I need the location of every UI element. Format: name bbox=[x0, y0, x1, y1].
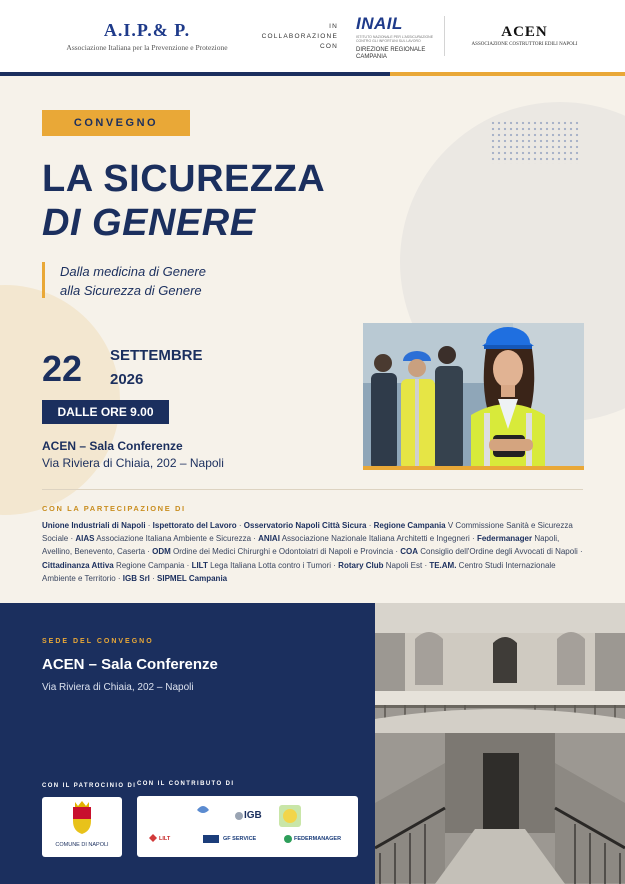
header bbox=[0, 0, 625, 72]
participant bbox=[152, 547, 393, 556]
participant bbox=[338, 561, 422, 570]
participant-name: Federmanager bbox=[476, 534, 533, 544]
workers-photo-illustration bbox=[363, 323, 584, 470]
hall-staircase-illustration bbox=[375, 603, 625, 884]
workers-photo bbox=[363, 323, 584, 470]
participant-name: ANIAI bbox=[258, 534, 280, 544]
participant-name: TE.AM. bbox=[429, 560, 457, 570]
participant bbox=[258, 534, 470, 543]
participant-name: LILT bbox=[191, 560, 208, 570]
participant-desc: Napoli, Avellino, Benevento, Caserta bbox=[42, 534, 560, 557]
section-divider bbox=[42, 489, 583, 490]
inail-direzione-line: DIREZIONE REGIONALE bbox=[356, 47, 426, 53]
venue-address: Via Riviera di Chiaia, 202 – Napoli bbox=[42, 456, 224, 470]
napoli-crest-icon bbox=[42, 797, 122, 842]
sponsor-lilt: LILT bbox=[159, 836, 171, 842]
participation-label: CON LA PARTECIPAZIONE DI bbox=[42, 504, 186, 513]
participant-name: Rotary Club bbox=[338, 560, 384, 570]
participant bbox=[42, 521, 146, 530]
event-month: SETTEMBRE bbox=[110, 347, 203, 364]
participant-desc: Associazione Italiana Ambiente e Sicurezza bbox=[96, 534, 252, 544]
participant bbox=[244, 521, 367, 530]
sponsor-logos bbox=[137, 796, 358, 857]
venue-name: ACEN – Sala Conferenze bbox=[42, 439, 183, 453]
participant-name: IGB Srl bbox=[122, 573, 150, 583]
header-stripe-navy bbox=[0, 72, 390, 76]
event-type-badge: CONVEGNO bbox=[42, 110, 190, 136]
title-line-2: DI GENERE bbox=[42, 202, 256, 244]
inail-direzione bbox=[356, 47, 436, 61]
patronage-logo-box bbox=[42, 797, 122, 857]
participant-desc: Lega Italiana Lotta contro i Tumori bbox=[210, 560, 332, 570]
participant-name: COA bbox=[400, 547, 419, 557]
subtitle-line-1: Dalla medicina di Genere bbox=[60, 264, 206, 279]
venue-panel-label: SEDE DEL CONVEGNO bbox=[42, 638, 154, 645]
collab-line: COLLABORAZIONE bbox=[261, 33, 338, 40]
event-time-badge: DALLE ORE 9.00 bbox=[42, 400, 169, 424]
participant-name: Regione Campania bbox=[373, 521, 446, 530]
participant bbox=[192, 561, 332, 570]
participant bbox=[42, 561, 184, 570]
participant bbox=[153, 521, 237, 530]
collab-line: IN bbox=[329, 23, 338, 30]
venue-hall-photo bbox=[375, 603, 625, 884]
event-day: 22 bbox=[42, 348, 83, 389]
participant bbox=[157, 574, 227, 583]
participant-desc: Consiglio dell'Ordine degli Avvocati di Napoli bbox=[420, 547, 578, 557]
inail-tagline-line: ISTITUTO NAZIONALE PER L'ASSICURAZIONE bbox=[356, 35, 434, 39]
aipp-subtitle: Associazione Italiana per la Prevenzione e Protezione bbox=[66, 43, 228, 52]
subtitle-accent-bar bbox=[42, 262, 45, 298]
acen-subtitle: ASSOCIAZIONE COSTRUTTORI EDILI NAPOLI bbox=[471, 42, 578, 47]
comune-label: COMUNE DI NAPOLI bbox=[55, 842, 109, 848]
event-year: 2026 bbox=[110, 371, 144, 388]
participation-list: Unione Industriali di Napoli · Ispettorato del Lavoro · Osservatorio Napoli Città Sicura · Regione Campania V Commissione Sanità e Sicurezza Sociale · AIAS Associazione Italiana Ambiente e Sicurezza · ANIAI Associazione Nazionale Italiana Architetti e Ingegneri · Federmanager Napoli, Avellino, Benevento, Caserta · ODM Ordine dei Medici Chirurghi e Odontoiatri di Napoli e Provincia · COA Consiglio dell'Ordine degli Avvocati di Napoli · Cittadinanza Attiva Regione Campania · LILT Lega Italiana Lotta contro i Tumori · Rotary Club Napoli Est · TE.AM. Centro Studi Internazionale Ambiente e Territorio · IGB Srl · SIPMEL Campania bbox=[42, 521, 583, 583]
participant-desc: Napoli Est bbox=[385, 560, 423, 570]
sponsor-federmanager: FEDERMANAGER bbox=[294, 836, 342, 842]
participant-name: AIAS bbox=[75, 534, 95, 544]
participant bbox=[400, 547, 577, 556]
event-month-year bbox=[110, 344, 203, 392]
participant-name: Unione Industriali di Napoli bbox=[42, 521, 146, 530]
participant bbox=[123, 574, 150, 583]
participant-desc: Ordine dei Medici Chirurghi e Odontoiatri di Napoli e Provincia bbox=[173, 547, 394, 557]
aipp-name: A.I.P.& P. bbox=[103, 20, 191, 40]
participant-name: Ispettorato del Lavoro bbox=[152, 521, 237, 530]
participant-name: ODM bbox=[152, 547, 171, 557]
participant-desc: Associazione Nazionale Italiana Architetti e Ingegneri bbox=[281, 534, 470, 544]
acen-logo bbox=[462, 24, 587, 47]
venue-panel-address: Via Riviera di Chiaia, 202 – Napoli bbox=[42, 682, 194, 693]
collaboration-label bbox=[258, 22, 338, 52]
subtitle-line-2: alla Sicurezza di Genere bbox=[60, 283, 202, 298]
contribution-label: CON IL CONTRIBUTO DI bbox=[137, 781, 235, 787]
inail-direzione-line: CAMPANIA bbox=[356, 54, 387, 60]
inail-tagline-line: CONTRO GLI INFORTUNI SUL LAVORO bbox=[356, 39, 421, 43]
inail-logo bbox=[356, 14, 436, 61]
inail-tagline bbox=[356, 35, 436, 43]
participant-name: Cittadinanza Attiva bbox=[42, 560, 114, 570]
participant-desc: V Commissione Sanità e Sicurezza Sociale bbox=[42, 521, 573, 544]
header-divider bbox=[444, 16, 445, 56]
participant-desc: Centro Studi Internazionale Ambiente e Territorio bbox=[42, 560, 556, 583]
sponsor-gf-service: GF SERVICE bbox=[223, 836, 257, 842]
aipp-logo bbox=[42, 20, 252, 52]
participant bbox=[75, 534, 251, 543]
acen-name: ACEN bbox=[501, 24, 548, 40]
participant-name: SIPMEL Campania bbox=[157, 573, 228, 583]
decorative-dot-grid bbox=[490, 120, 580, 164]
patronage-label: CON IL PATROCINIO DI bbox=[42, 783, 137, 789]
venue-panel-name: ACEN – Sala Conferenze bbox=[42, 656, 218, 673]
participant-name: Osservatorio Napoli Città Sicura bbox=[243, 521, 367, 530]
participant-desc: Regione Campania bbox=[115, 560, 185, 570]
sponsors-logo-box bbox=[137, 796, 358, 857]
collab-line: CON bbox=[319, 43, 338, 50]
header-stripe-gold bbox=[390, 72, 625, 76]
inail-name: INAIL bbox=[356, 14, 403, 33]
title-line-1: LA SICUREZZA bbox=[42, 158, 326, 200]
sponsor-igb: IGB bbox=[244, 810, 262, 821]
